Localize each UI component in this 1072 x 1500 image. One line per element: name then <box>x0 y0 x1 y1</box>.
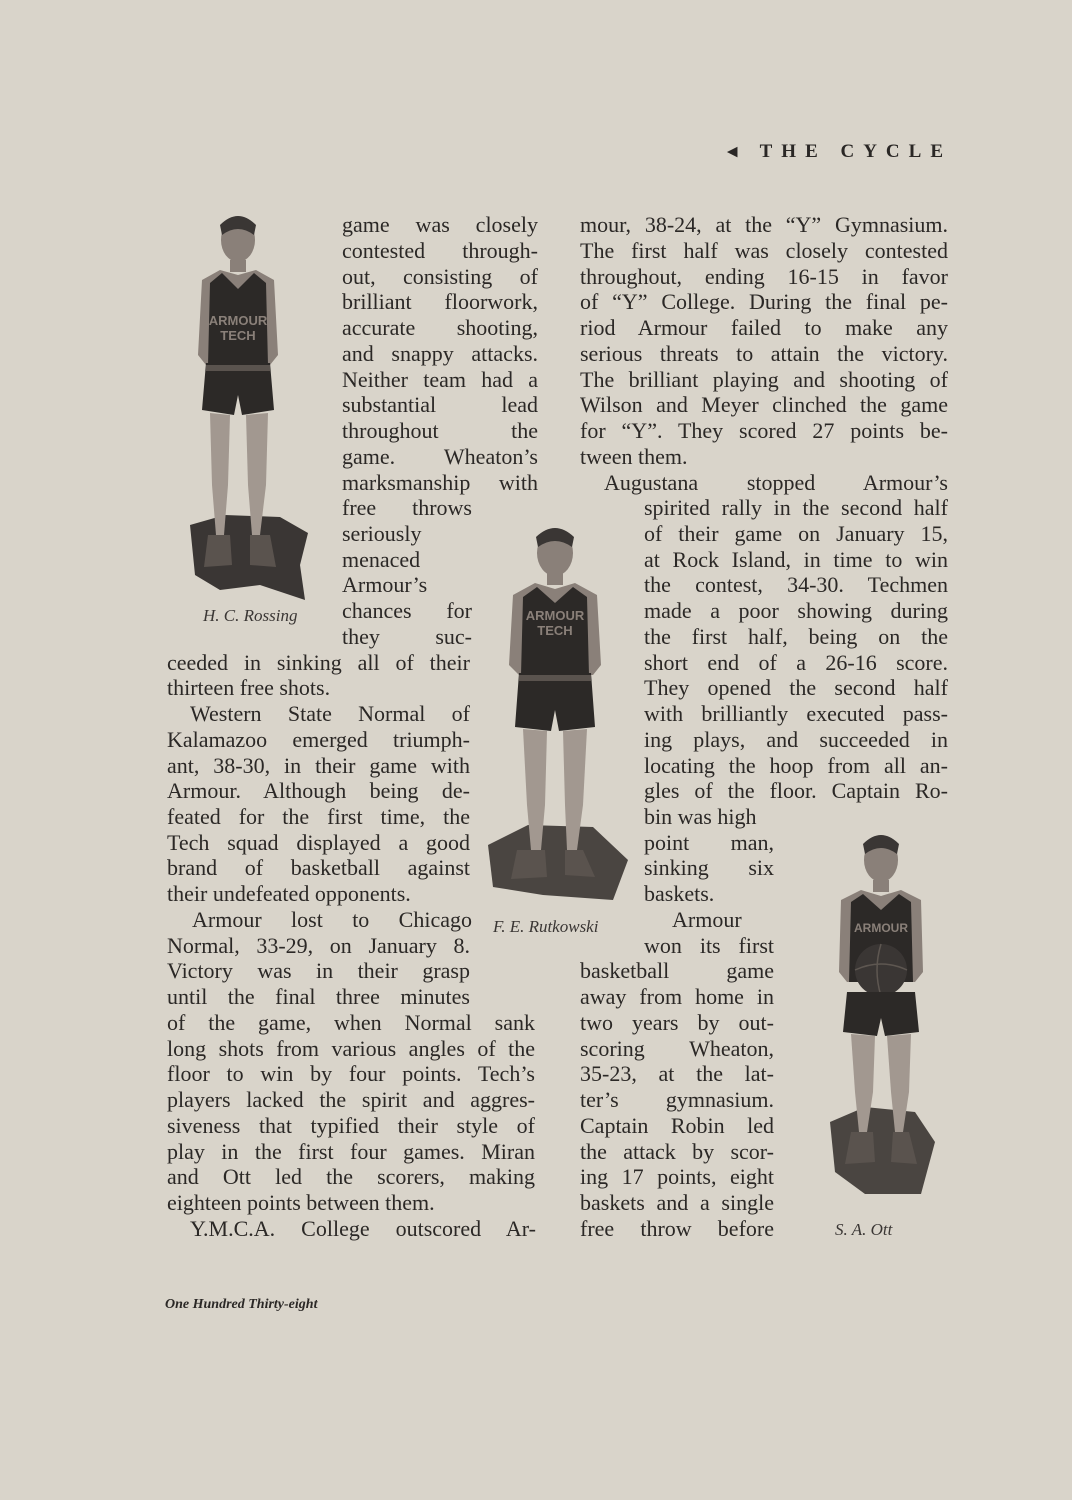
column-2-line: 35-23, at the lat- <box>580 1061 774 1086</box>
column-1-line: play in the first four games. Miran <box>167 1139 535 1164</box>
column-1-line: long shots from various angles of the <box>167 1036 535 1061</box>
column-1-line: they suc- <box>342 624 472 649</box>
column-2-line: of “Y” College. During the final pe- <box>580 289 948 314</box>
column-1-line: Kalamazoo emerged triumph- <box>167 727 470 752</box>
column-2-line: at Rock Island, in time to win <box>644 547 948 572</box>
column-1-line: game was closely <box>342 212 538 237</box>
jersey-lettering: ARMOUR <box>854 921 908 935</box>
column-1-line: chances for <box>342 598 472 623</box>
photo-caption-ott: S. A. Ott <box>835 1220 893 1239</box>
column-2-line: Armour <box>672 907 742 932</box>
column-2-line: Captain Robin led <box>580 1113 774 1138</box>
column-2-line: of their game on January 15, <box>644 521 948 546</box>
player-photo-ott <box>825 822 937 1202</box>
column-1-line: seriously <box>342 521 422 546</box>
column-1-line: feated for the first time, the <box>167 804 470 829</box>
column-2-line: ing plays, and succeeded in <box>644 727 948 752</box>
column-1-line: contested through- <box>342 238 538 263</box>
column-1-line: accurate shooting, <box>342 315 538 340</box>
column-2-line: won its first <box>644 933 774 958</box>
column-1-line: their undefeated opponents. <box>167 881 411 906</box>
column-1-line: free throws <box>342 495 472 520</box>
column-2-line: ing 17 points, eight <box>580 1164 774 1189</box>
column-2-line: Wilson and Meyer clinched the game <box>580 392 948 417</box>
column-1-line: out, consisting of <box>342 264 538 289</box>
column-2-line: throughout, ending 16-15 in favor <box>580 264 948 289</box>
column-1-line: brand of basketball against <box>167 855 470 880</box>
column-2-line: for “Y”. They scored 27 points be- <box>580 418 948 443</box>
column-2-line: gles of the floor. Captain Ro- <box>644 778 948 803</box>
column-2-line: riod Armour failed to make any <box>580 315 948 340</box>
column-1-line: ceeded in sinking all of their <box>167 650 470 675</box>
column-1-line: and Ott led the scorers, making <box>167 1164 535 1189</box>
column-2-line: spirited rally in the second half <box>644 495 948 520</box>
column-1-line: floor to win by four points. Tech’s <box>167 1061 535 1086</box>
column-2-line: tween them. <box>580 444 688 469</box>
column-2-line: point man, <box>644 830 774 855</box>
column-2-line: two years by out- <box>580 1010 774 1035</box>
column-1-line: Neither team had a <box>342 367 538 392</box>
jersey-lettering: ARMOUR <box>208 313 268 328</box>
column-2-line: the contest, 34-30. Techmen <box>644 572 948 597</box>
column-2-line: the first half, being on the <box>644 624 948 649</box>
column-2-line: scoring Wheaton, <box>580 1036 774 1061</box>
page-number-footer: One Hundred Thirty-eight <box>165 1297 318 1312</box>
jersey-lettering: ARMOUR <box>525 608 585 623</box>
column-1-line: players lacked the spirit and aggres- <box>167 1087 535 1112</box>
column-2-line: free throw before <box>580 1216 774 1241</box>
column-2-line: The brilliant playing and shooting of <box>580 367 948 392</box>
column-1-line: ant, 38-30, in their game with <box>167 753 470 778</box>
column-1-line: thirteen free shots. <box>167 675 331 700</box>
column-1-line: Armour. Although being de- <box>167 778 470 803</box>
player-photo-rutkowski <box>483 515 633 915</box>
jersey-lettering: TECH <box>537 623 573 638</box>
column-1-line: Victory was in their grasp <box>167 958 470 983</box>
column-2-line: mour, 38-24, at the “Y” Gymnasium. <box>580 212 948 237</box>
column-1-line: Y.M.C.A. College outscored Ar- <box>190 1216 536 1241</box>
column-1-line: until the final three minutes <box>167 984 470 1009</box>
column-2-line: Augustana stopped Armour’s <box>604 470 948 495</box>
column-1-line: marksmanship with <box>342 470 538 495</box>
column-1-line: Armour lost to Chicago <box>192 907 472 932</box>
column-1-line: Armour’s <box>342 572 428 597</box>
jersey-lettering: TECH <box>220 328 256 343</box>
column-1-line: Tech squad displayed a good <box>167 830 470 855</box>
column-2-line: sinking six <box>644 855 774 880</box>
column-1-line: game. Wheaton’s <box>342 444 538 469</box>
column-2-line: ter’s gymnasium. <box>580 1087 774 1112</box>
photo-caption-rossing: H. C. Rossing <box>203 606 298 625</box>
column-2-line: locating the hoop from all an- <box>644 753 948 778</box>
column-1-line: of the game, when Normal sank <box>167 1010 535 1035</box>
running-header: ◂ THE CYCLE <box>727 141 952 162</box>
column-2-line: They opened the second half <box>644 675 948 700</box>
column-1-line: menaced <box>342 547 421 572</box>
column-2-line: basketball game <box>580 958 774 983</box>
column-2-line: baskets. <box>644 881 715 906</box>
column-1-line: Western State Normal of <box>190 701 470 726</box>
column-2-line: The first half was closely contested <box>580 238 948 263</box>
column-1-line: Normal, 33-29, on January 8. <box>167 933 470 958</box>
photo-caption-rutkowski: F. E. Rutkowski <box>493 917 599 936</box>
column-2-line: the attack by scor- <box>580 1139 774 1164</box>
column-2-line: bin was high <box>644 804 757 829</box>
column-1-line: substantial lead <box>342 392 538 417</box>
column-1-line: brilliant floorwork, <box>342 289 538 314</box>
column-1-line: eighteen points between them. <box>167 1190 435 1215</box>
column-1-line: throughout the <box>342 418 538 443</box>
column-1-line: and snappy attacks. <box>342 341 538 366</box>
player-photo-rossing <box>180 205 315 615</box>
basketball <box>855 944 907 996</box>
column-2-line: away from home in <box>580 984 774 1009</box>
column-2-line: made a poor showing during <box>644 598 948 623</box>
column-2-line: short end of a 26-16 score. <box>644 650 948 675</box>
column-1-line: siveness that typified their style of <box>167 1113 535 1138</box>
column-2-line: serious threats to attain the victory. <box>580 341 948 366</box>
column-2-line: with brilliantly executed pass- <box>644 701 948 726</box>
column-2-line: baskets and a single <box>580 1190 774 1215</box>
